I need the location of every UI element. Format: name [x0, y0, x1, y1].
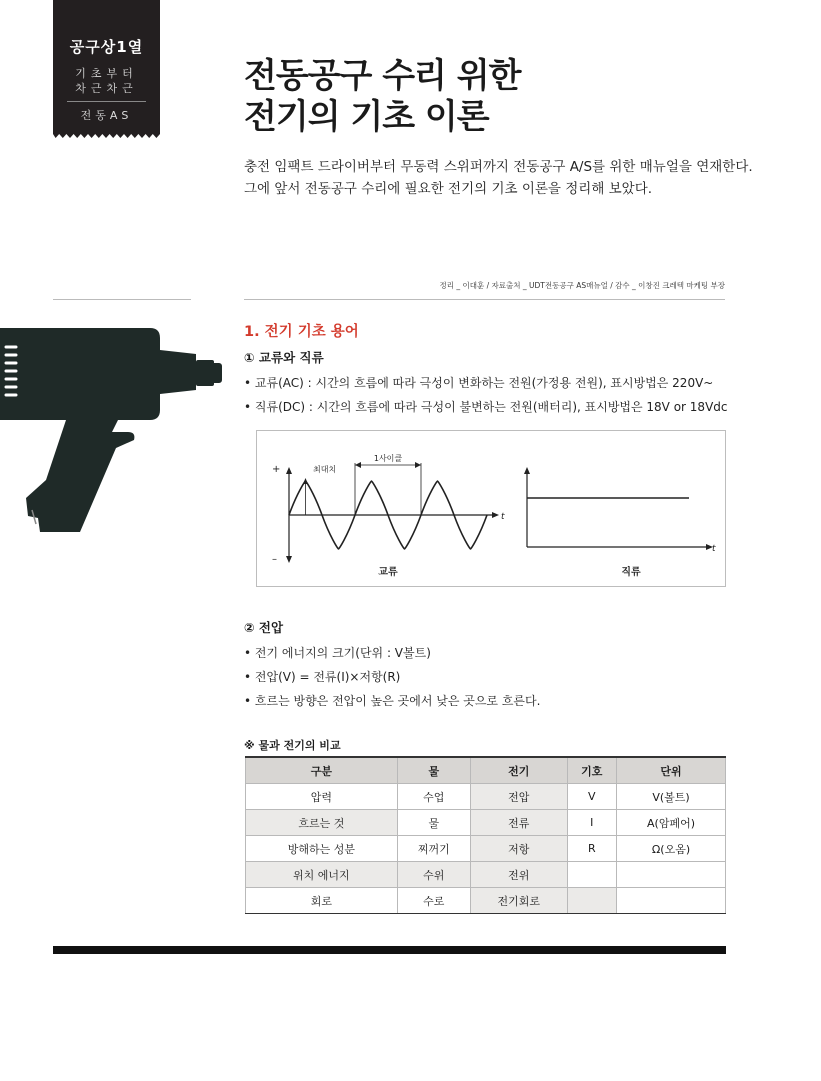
minus-label: –: [272, 554, 277, 565]
table-cell: 물: [397, 810, 470, 836]
table-cell: 전위: [470, 862, 567, 888]
badge-zigzag-edge: [53, 130, 160, 142]
table-cell: V(볼트): [617, 784, 726, 810]
table-cell: 수업: [397, 784, 470, 810]
table-cell: [617, 888, 726, 914]
table-cell: R: [567, 836, 616, 862]
table-cell: 수로: [397, 888, 470, 914]
table-header-row: [246, 757, 726, 784]
water-electricity-table: [245, 756, 726, 914]
table-header: 구분: [246, 757, 398, 784]
table-cell: 흐르는 것: [246, 810, 398, 836]
title-line1: 전동공구 수리 위한: [244, 56, 521, 96]
series-badge: [53, 0, 160, 134]
table-cell: [567, 888, 616, 914]
table-cell: 전기회로: [470, 888, 567, 914]
table-cell: I: [567, 810, 616, 836]
table-cell: V: [567, 784, 616, 810]
table-cell: 저항: [470, 836, 567, 862]
credit-line: 정리 _ 이대훈 / 자료출처 _ UDT전동공구 AS매뉴얼 / 감수 _ 이창진 크레텍 마케팅 부장: [439, 281, 725, 290]
intro-line1: 충전 임팩트 드라이버부터 무동력 스위퍼까지 전동공구 A/S를 위한 매뉴얼을 연재한다.: [244, 159, 753, 175]
table-cell: 찌꺼기: [397, 836, 470, 862]
bullet-ac: • 교류(AC) : 시간의 흐름에 따라 극성이 변화하는 전원(가정용 전원), 표시방법은 220V~: [244, 376, 714, 390]
table-header: 기호: [567, 757, 616, 784]
badge-line2: 차근차근: [75, 82, 138, 95]
table-row: [246, 862, 726, 888]
impact-driver-illustration: [0, 320, 230, 540]
badge-title: 공구상1열: [69, 38, 144, 56]
table-cell: [567, 862, 616, 888]
cycle-label: 1사이클: [373, 454, 403, 463]
table-header: 단위: [617, 757, 726, 784]
subheading-ac-dc: ① 교류와 직류: [244, 350, 324, 365]
plus-label: +: [272, 464, 281, 475]
table-cell: 압력: [246, 784, 398, 810]
bullet-voltage-2: • 전압(V) = 전류(I)×저항(R): [244, 670, 401, 684]
table-header: 전기: [470, 757, 567, 784]
bullet-voltage-1: • 전기 에너지의 크기(단위 : V볼트): [244, 646, 431, 660]
badge-line1: 기초부터: [75, 67, 138, 80]
subheading-voltage: ② 전압: [244, 620, 284, 635]
table-cell: Ω(오옴): [617, 836, 726, 862]
section-heading: 1. 전기 기초 용어: [244, 324, 359, 340]
dc-time-axis-label: t: [712, 544, 716, 554]
table-cell: 전류: [470, 810, 567, 836]
table-header: 물: [397, 757, 470, 784]
divider-right: [244, 299, 725, 300]
table-cell: 수위: [397, 862, 470, 888]
title-line2: 전기의 기초 이론: [244, 97, 489, 137]
ac-dc-figure: [256, 430, 726, 587]
ac-time-axis-label: t: [501, 512, 505, 522]
badge-subtitle: [53, 66, 160, 96]
vent-slots-icon: [6, 347, 16, 395]
badge-divider: [67, 101, 146, 102]
page-title: [244, 56, 520, 138]
table-row: [246, 888, 726, 914]
intro-line2: 그에 앞서 전동공구 수리에 필요한 전기의 기초 이론을 정리해 보았다.: [244, 181, 653, 197]
bottom-rule: [53, 946, 726, 954]
badge-line3: 전동AS: [80, 109, 133, 122]
table-row: [246, 836, 726, 862]
table-note: ※ 물과 전기의 비교: [244, 739, 341, 752]
table-cell: 회로: [246, 888, 398, 914]
table-cell: A(암페어): [617, 810, 726, 836]
table-cell: 전압: [470, 784, 567, 810]
divider-left: [53, 299, 191, 300]
table-row: [246, 784, 726, 810]
dc-caption: 직류: [621, 567, 641, 578]
table-row: [246, 810, 726, 836]
table-cell: 위치 에너지: [246, 862, 398, 888]
bullet-voltage-3: • 흐르는 방향은 전압이 높은 곳에서 낮은 곳으로 흐른다.: [244, 694, 541, 708]
ac-caption: 교류: [378, 567, 398, 578]
table-cell: 방해하는 성분: [246, 836, 398, 862]
bullet-dc: • 직류(DC) : 시간의 흐름에 따라 극성이 불변하는 전원(배터리), 표시방법은 18V or 18Vdc: [244, 400, 728, 414]
table-cell: [617, 862, 726, 888]
peak-label: 최대치: [313, 465, 337, 474]
intro-paragraph: [244, 156, 764, 200]
